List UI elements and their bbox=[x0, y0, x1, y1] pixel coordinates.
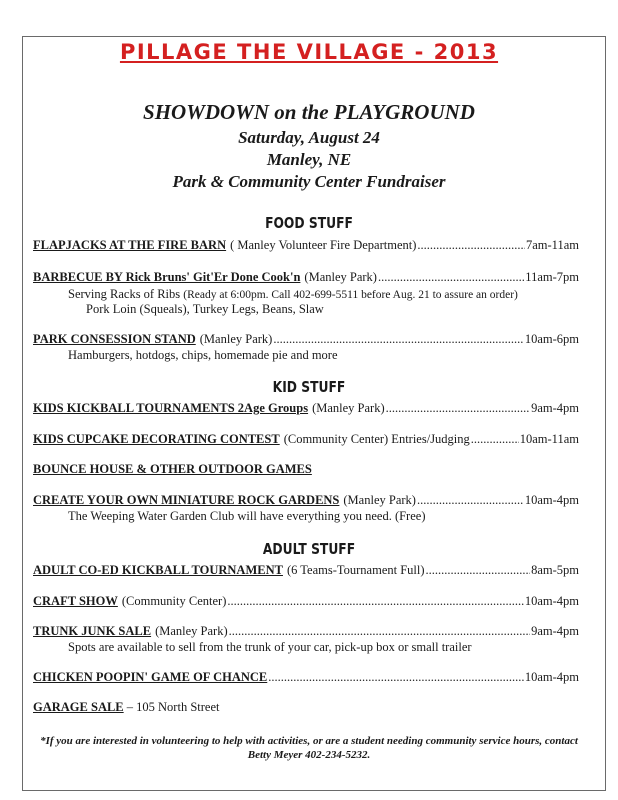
event-date: Saturday, August 24 bbox=[238, 128, 380, 147]
list-item-barbecue bbox=[33, 270, 579, 285]
volunteer-note: *If you are interested in volunteering to help with activities, or are a student needing community service hours, contact Betty Meyer 402-234-5232. bbox=[40, 735, 578, 761]
item-location: (Community Center) bbox=[121, 594, 227, 608]
list-item-chicken bbox=[33, 670, 579, 685]
item-name: CRAFT SHOW bbox=[33, 594, 118, 608]
item-location: (Manley Park) bbox=[312, 401, 385, 415]
item-name: CREATE YOUR OWN MINIATURE ROCK GARDENS bbox=[33, 493, 340, 507]
section-heading-adult: ADULT STUFF bbox=[262, 540, 356, 558]
dot-leader bbox=[378, 270, 524, 285]
item-name: KIDS CUPCAKE DECORATING CONTEST bbox=[33, 432, 280, 446]
list-item-trunk-junk bbox=[33, 624, 579, 639]
item-note: Pork Loin (Squeals), Turkey Legs, Beans, Slaw bbox=[86, 302, 324, 316]
list-item-craft-show bbox=[33, 594, 579, 609]
item-time: 10am-6pm bbox=[524, 332, 579, 346]
list-item-cupcake bbox=[33, 432, 579, 447]
item-location: (6 Teams-Tournament Full) bbox=[286, 563, 425, 577]
item-time: 7am-11am bbox=[526, 238, 579, 252]
list-item-garage-sale bbox=[33, 700, 219, 715]
note-text: Serving Racks of Ribs bbox=[68, 287, 181, 301]
item-name: BOUNCE HOUSE & OTHER OUTDOOR GAMES bbox=[33, 462, 312, 476]
item-note: Hamburgers, hotdogs, chips, homemade pie and more bbox=[68, 348, 338, 362]
item-name: KIDS KICKBALL TOURNAMENTS 2Age Groups bbox=[33, 401, 309, 415]
item-location: ( Manley Volunteer Fire Department) bbox=[230, 238, 417, 252]
item-location: (Manley Park) bbox=[343, 493, 416, 507]
item-location: (Manley Park) bbox=[304, 270, 377, 284]
item-location: (Community Center) Entries/Judging bbox=[283, 432, 470, 446]
list-item-bounce-house bbox=[33, 462, 312, 477]
dot-leader bbox=[471, 432, 519, 447]
note-small-text: (Ready at 6:00pm. Call 402-699-5511 before Aug. 21 to assure an order) bbox=[183, 289, 518, 301]
dot-leader bbox=[229, 624, 530, 639]
dot-leader bbox=[386, 401, 530, 416]
section-heading-kid: KID STUFF bbox=[272, 378, 346, 396]
item-time: 9am-4pm bbox=[531, 624, 579, 638]
list-item-flapjacks bbox=[33, 238, 579, 253]
list-item-adult-kickball bbox=[33, 563, 579, 578]
item-location: (Manley Park) bbox=[155, 624, 228, 638]
item-time: 9am-4pm bbox=[531, 401, 579, 415]
dot-leader bbox=[268, 670, 524, 685]
item-note bbox=[68, 287, 518, 302]
item-note: The Weeping Water Garden Club will have everything you need. (Free) bbox=[68, 509, 426, 523]
event-tagline: Park & Community Center Fundraiser bbox=[172, 172, 446, 191]
section-heading-food: FOOD STUFF bbox=[265, 214, 353, 232]
flyer-title: PILLAGE THE VILLAGE - 2013 bbox=[119, 40, 499, 64]
item-name: PARK CONSESSION STAND bbox=[33, 332, 196, 346]
list-item-concession bbox=[33, 332, 579, 347]
item-name: BARBECUE BY Rick Bruns' Git'Er Done Cook'n bbox=[33, 270, 301, 284]
item-location: (Manley Park) bbox=[199, 332, 273, 346]
item-location: – 105 North Street bbox=[126, 700, 220, 714]
item-time: 10am-4pm bbox=[524, 493, 579, 507]
event-place: Manley, NE bbox=[266, 150, 352, 169]
dot-leader bbox=[273, 332, 524, 347]
item-name: ADULT CO-ED KICKBALL TOURNAMENT bbox=[33, 563, 283, 577]
dot-leader bbox=[426, 563, 531, 578]
item-name: CHICKEN POOPIN' GAME OF CHANCE bbox=[33, 670, 268, 684]
item-name: FLAPJACKS AT THE FIRE BARN bbox=[33, 238, 227, 252]
item-time: 10am-4pm bbox=[524, 594, 579, 608]
list-item-kids-kickball bbox=[33, 401, 579, 416]
item-name: TRUNK JUNK SALE bbox=[33, 624, 152, 638]
item-time: 11am-7pm bbox=[525, 270, 579, 284]
dot-leader bbox=[227, 594, 523, 609]
item-name: GARAGE SALE bbox=[33, 700, 124, 714]
dot-leader bbox=[417, 493, 524, 508]
item-note: Spots are available to sell from the trunk of your car, pick-up box or small trailer bbox=[68, 640, 472, 654]
item-time: 10am-4pm bbox=[524, 670, 579, 684]
item-time: 8am-5pm bbox=[531, 563, 579, 577]
dot-leader bbox=[417, 238, 525, 253]
item-time: 10am-11am bbox=[519, 432, 579, 446]
list-item-rock-gardens bbox=[33, 493, 579, 508]
event-subtitle: SHOWDOWN on the PLAYGROUND bbox=[143, 100, 475, 124]
